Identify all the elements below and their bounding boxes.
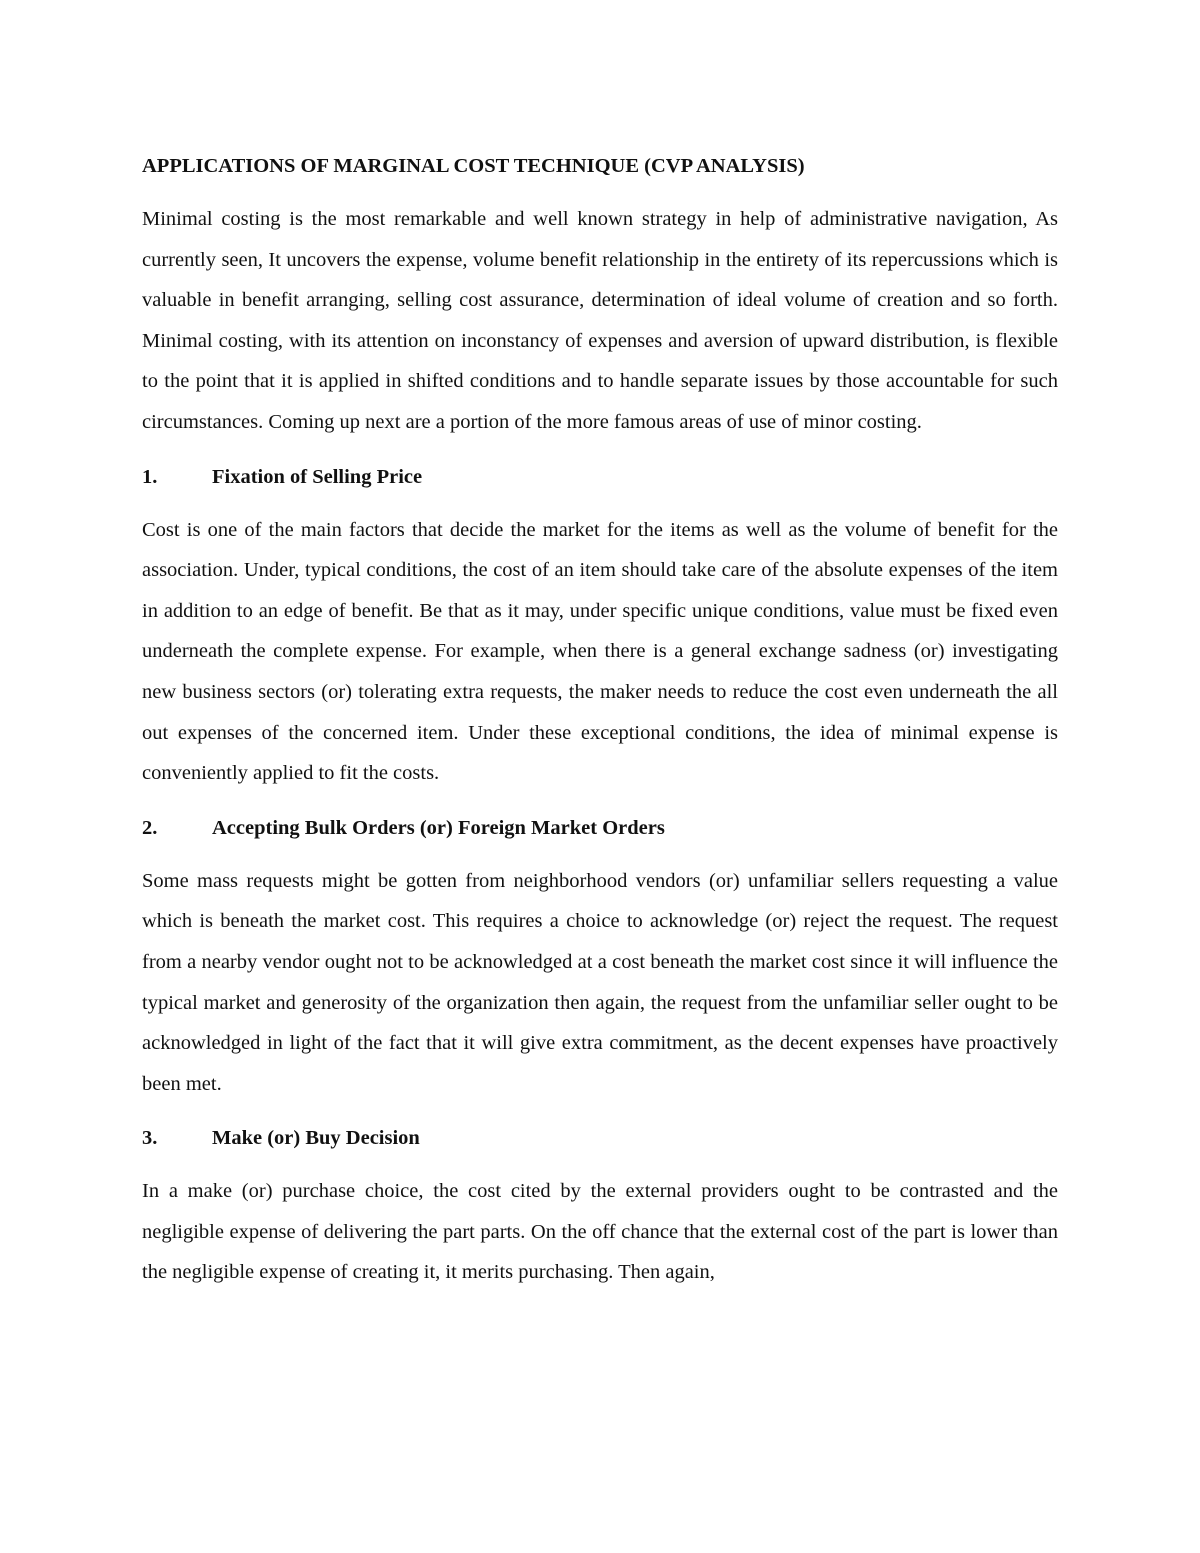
section-heading-2 — [142, 814, 1058, 842]
section-number: 2. — [142, 816, 158, 839]
section-paragraph-3: In a make (or) purchase choice, the cost cited by the external providers ought to be contrasted and the negligible expense of delivering the part parts. On the off chance that the external cost of the part is lower than the negligible expense of creating it, it merits purchasing. Then again, — [142, 1180, 1058, 1284]
section-heading-3 — [142, 1124, 1058, 1152]
intro-paragraph: Minimal costing is the most remarkable and well known strategy in help of administrative navigation, As currently seen, It uncovers the expense, volume benefit relationship in the entirety of its repercussions which is valuable in benefit arranging, selling cost assurance, determination of ideal volume of creation and so forth. Minimal costing, with its attention on inconstancy of expenses and aversion of upward distribution, is flexible to the point that it is applied in shifted conditions and to handle separate issues by those accountable for such circumstances. Coming up next are a portion of the more famous areas of use of minor costing. — [142, 208, 1058, 433]
document-content — [142, 152, 1058, 1293]
section-paragraph-1: Cost is one of the main factors that decide the market for the items as well as the volume of benefit for the association. Under, typical conditions, the cost of an item should take care of the absolute expenses of the item in addition to an edge of benefit. Be that as it may, under specific unique conditions, value must be fixed even underneath the complete expense. For example, when there is a general exchange sadness (or) investigating new business sectors (or) tolerating extra requests, the maker needs to reduce the cost even underneath the all out expenses of the concerned item. Under these exceptional conditions, the idea of minimal expense is conveniently applied to fit the costs. — [142, 518, 1058, 785]
section-title: Accepting Bulk Orders (or) Foreign Market Orders — [212, 816, 665, 839]
section-number: 3. — [142, 1127, 158, 1150]
section-title: Make (or) Buy Decision — [212, 1127, 420, 1150]
section-number: 1. — [142, 465, 158, 488]
section-paragraph-2: Some mass requests might be gotten from neighborhood vendors (or) unfamiliar sellers requesting a value which is beneath the market cost. This requires a choice to acknowledge (or) reject the request. The request from a nearby vendor ought not to be acknowledged at a cost beneath the market cost since it will influence the typical market and generosity of the organization then again, the request from the unfamiliar seller ought to be acknowledged in light of the fact that it will give extra commitment, as the decent expenses have proactively been met. — [142, 869, 1058, 1095]
document-title: APPLICATIONS OF MARGINAL COST TECHNIQUE (CVP ANALYSIS) — [142, 155, 805, 177]
section-title: Fixation of Selling Price — [212, 465, 423, 488]
section-heading-1 — [142, 463, 1058, 491]
